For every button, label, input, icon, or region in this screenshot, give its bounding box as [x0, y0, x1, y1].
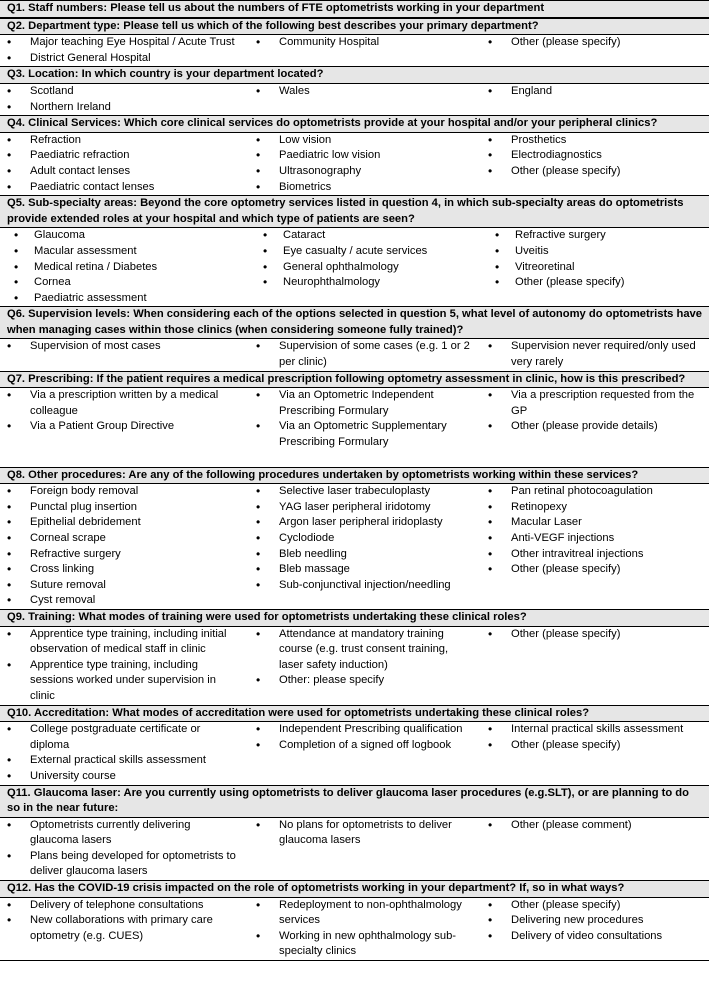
option-item: • University course [0, 769, 249, 785]
question-heading: Q2. Department type: Please tell us which of the following best describes your primary department? [0, 19, 709, 36]
option-item: • Pan retinal photocoagulation [481, 484, 709, 500]
question-heading: Q12. Has the COVID-19 crisis impacted on the role of optometrists working in your department? If, so in what ways? [0, 881, 709, 898]
option-item: • Via an Optometric Supplementary Prescribing Formulary [249, 419, 481, 450]
option-item: • Paediatric contact lenses [0, 180, 249, 196]
option-item: • Other (please specify) [481, 738, 709, 754]
option-item: • Paediatric low vision [249, 148, 481, 164]
option-item: • Via a prescription written by a medical colleague [0, 388, 249, 419]
option-item: • Other (please specify) [481, 562, 709, 578]
options-column [0, 84, 249, 115]
option-item: • General ophthalmology [249, 260, 481, 276]
option-item: • Cornea [0, 275, 249, 291]
options-row [0, 722, 709, 784]
question-q4 [0, 116, 709, 196]
question-heading: Q7. Prescribing: If the patient requires a medical prescription following optometry assessment in clinic, how is this prescribed? [0, 372, 709, 389]
option-item: • Macular Laser [481, 515, 709, 531]
option-item: • Foreign body removal [0, 484, 249, 500]
option-item: • Refraction [0, 133, 249, 149]
option-item: • Sub-conjunctival injection/needling [249, 578, 481, 594]
options-column [481, 84, 709, 115]
option-item: • Electrodiagnostics [481, 148, 709, 164]
option-item: • Vitreoretinal [481, 260, 709, 276]
question-heading: Q10. Accreditation: What modes of accreditation were used for optometrists undertaking these clinical roles? [0, 706, 709, 723]
option-item: • Cyclodiode [249, 531, 481, 547]
option-item: • Other intravitreal injections [481, 547, 709, 563]
option-item: • Internal practical skills assessment [481, 722, 709, 738]
option-item: • Medical retina / Diabetes [0, 260, 249, 276]
option-item: • Refractive surgery [0, 547, 249, 563]
option-item: • Eye casualty / acute services [249, 244, 481, 260]
options-row [0, 898, 709, 960]
options-column [249, 898, 481, 960]
question-heading: Q11. Glaucoma laser: Are you currently using optometrists to deliver glaucoma laser procedures (e.g.SLT), or are planning to do so in the near future: [0, 786, 709, 818]
options-column [0, 339, 249, 370]
option-item: • Apprentice type training, including sessions worked under supervision in clinic [0, 658, 249, 705]
option-item: • Argon laser peripheral iridoplasty [249, 515, 481, 531]
option-item: • Other (please specify) [481, 275, 709, 291]
option-item: • Other (please specify) [481, 898, 709, 914]
options-column [249, 84, 481, 115]
options-column [249, 228, 481, 306]
option-item: • Delivery of telephone consultations [0, 898, 249, 914]
option-item: • New collaborations with primary care optometry (e.g. CUES) [0, 913, 249, 944]
option-item: • Supervision of most cases [0, 339, 249, 355]
option-item: • Via a prescription requested from the GP [481, 388, 709, 419]
question-heading: Q9. Training: What modes of training were used for optometrists undertaking these clinical roles? [0, 610, 709, 627]
option-item: • Completion of a signed off logbook [249, 738, 481, 754]
options-row [0, 339, 709, 370]
option-item: • Plans being developed for optometrists to deliver glaucoma lasers [0, 849, 249, 880]
option-item: • YAG laser peripheral iridotomy [249, 500, 481, 516]
question-heading: Q3. Location: In which country is your department located? [0, 67, 709, 84]
option-item: • Prosthetics [481, 133, 709, 149]
option-item: • Paediatric refraction [0, 148, 249, 164]
option-item: • Via a Patient Group Directive [0, 419, 249, 435]
options-column [481, 228, 709, 306]
option-item: • Via an Optometric Independent Prescribing Formulary [249, 388, 481, 419]
options-column [481, 388, 709, 450]
option-item: • Paediatric assessment [0, 291, 249, 307]
option-item: • Delivering new procedures [481, 913, 709, 929]
options-row [0, 133, 709, 195]
question-heading: Q1. Staff numbers: Please tell us about the numbers of FTE optometrists working in your department [0, 1, 709, 18]
question-q10 [0, 706, 709, 786]
question-q11 [0, 786, 709, 882]
options-column [249, 627, 481, 705]
options-column [481, 133, 709, 195]
options-column [0, 228, 249, 306]
option-item: • Glaucoma [0, 228, 249, 244]
options-column [481, 484, 709, 609]
question-heading: Q8. Other procedures: Are any of the following procedures undertaken by optometrists working within these services? [0, 468, 709, 485]
option-item: • District General Hospital [0, 51, 249, 67]
question-q12 [0, 881, 709, 961]
option-item: • Biometrics [249, 180, 481, 196]
option-item: • Neurophthalmology [249, 275, 481, 291]
question-q1 [0, 1, 709, 19]
options-column [0, 627, 249, 705]
option-item: • Independent Prescribing qualification [249, 722, 481, 738]
question-q3 [0, 67, 709, 116]
question-q7 [0, 372, 709, 468]
option-item: • Scotland [0, 84, 249, 100]
option-item: • Delivery of video consultations [481, 929, 709, 945]
option-item: • Supervision never required/only used very rarely [481, 339, 709, 370]
options-column [0, 388, 249, 450]
option-item: • Apprentice type training, including initial observation of medical staff in clinic [0, 627, 249, 658]
option-item: • Other (please comment) [481, 818, 709, 834]
option-item: • Other (please provide details) [481, 419, 709, 435]
option-item: • Northern Ireland [0, 100, 249, 116]
question-q8 [0, 468, 709, 610]
options-column [481, 339, 709, 370]
options-column [0, 722, 249, 784]
option-item: • Adult contact lenses [0, 164, 249, 180]
options-column [0, 818, 249, 880]
question-heading: Q4. Clinical Services: Which core clinical services do optometrists provide at your hospital and/or your peripheral clinics? [0, 116, 709, 133]
option-item: • Ultrasonography [249, 164, 481, 180]
options-row [0, 484, 709, 609]
options-row [0, 388, 709, 466]
question-heading: Q6. Supervision levels: When considering each of the options selected in question 5, what level of autonomy do optometrists have when managing cases within those clinics (when considering someone fully trained)? [0, 307, 709, 339]
options-column [481, 818, 709, 880]
options-row [0, 228, 709, 306]
option-item: • Optometrists currently delivering glaucoma lasers [0, 818, 249, 849]
options-row [0, 35, 709, 66]
question-q9 [0, 610, 709, 706]
options-column [481, 898, 709, 960]
options-column [481, 35, 709, 66]
option-item: • England [481, 84, 709, 100]
option-item: • Refractive surgery [481, 228, 709, 244]
option-item: • Cross linking [0, 562, 249, 578]
option-item: • Other (please specify) [481, 164, 709, 180]
options-column [481, 722, 709, 784]
option-item: • Cyst removal [0, 593, 249, 609]
options-column [481, 627, 709, 705]
option-item: • College postgraduate certificate or diploma [0, 722, 249, 753]
options-column [249, 722, 481, 784]
option-item: • Other (please specify) [481, 35, 709, 51]
option-item: • Retinopexy [481, 500, 709, 516]
option-item: • Uveitis [481, 244, 709, 260]
option-item: • Other: please specify [249, 673, 481, 689]
options-row [0, 84, 709, 115]
option-item: • Attendance at mandatory training course (e.g. trust consent training, laser safety induction) [249, 627, 481, 674]
question-heading: Q5. Sub-specialty areas: Beyond the core optometry services listed in question 4, in which sub-specialty areas do optometrists provide extended roles at your hospital and which type of patients are seen? [0, 196, 709, 228]
question-q2 [0, 19, 709, 68]
options-column [0, 133, 249, 195]
options-column [249, 35, 481, 66]
options-column [249, 339, 481, 370]
options-column [0, 484, 249, 609]
option-item: • Suture removal [0, 578, 249, 594]
option-item: • Bleb massage [249, 562, 481, 578]
option-item: • Working in new ophthalmology sub-specialty clinics [249, 929, 481, 960]
options-column [249, 484, 481, 609]
option-item: • Bleb needling [249, 547, 481, 563]
options-column [0, 898, 249, 960]
option-item: • Epithelial debridement [0, 515, 249, 531]
option-item: • Low vision [249, 133, 481, 149]
options-column [249, 133, 481, 195]
option-item: • Redeployment to non-ophthalmology services [249, 898, 481, 929]
options-row [0, 627, 709, 705]
option-item: • Supervision of some cases (e.g. 1 or 2 per clinic) [249, 339, 481, 370]
option-item: • Other (please specify) [481, 627, 709, 643]
option-item: • No plans for optometrists to deliver glaucoma lasers [249, 818, 481, 849]
options-column [0, 35, 249, 66]
option-item: • Selective laser trabeculoplasty [249, 484, 481, 500]
option-item: • Cataract [249, 228, 481, 244]
option-item: • External practical skills assessment [0, 753, 249, 769]
options-column [249, 388, 481, 450]
option-item: • Corneal scrape [0, 531, 249, 547]
question-q5 [0, 196, 709, 307]
option-item: • Macular assessment [0, 244, 249, 260]
option-item: • Wales [249, 84, 481, 100]
option-item: • Community Hospital [249, 35, 481, 51]
option-item: • Punctal plug insertion [0, 500, 249, 516]
option-item: • Anti-VEGF injections [481, 531, 709, 547]
options-row [0, 818, 709, 880]
question-q6 [0, 307, 709, 371]
option-item: • Major teaching Eye Hospital / Acute Trust [0, 35, 249, 51]
options-column [249, 818, 481, 880]
